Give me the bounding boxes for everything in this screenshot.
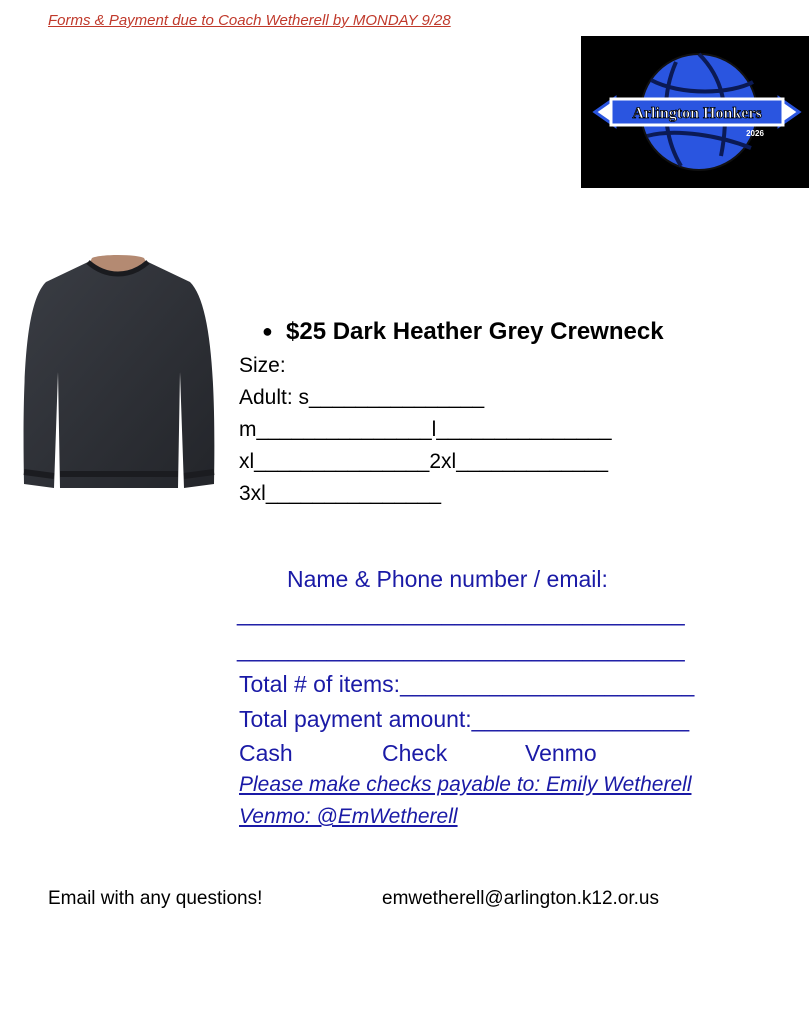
volleyball-icon (581, 36, 809, 188)
payment-method-cash[interactable]: Cash (239, 740, 293, 766)
contact-email[interactable]: emwetherell@arlington.k12.or.us (382, 888, 659, 909)
product-title-text: $25 Dark Heather Grey Crewneck (286, 318, 664, 345)
due-notice: Forms & Payment due to Coach Wetherell by MONDAY 9/28 (48, 12, 451, 29)
checks-payable-note: Please make checks payable to: Emily Wetherell (239, 773, 692, 796)
payment-method-check[interactable]: Check (382, 740, 448, 766)
venmo-handle-note: Venmo: @EmWetherell (239, 805, 458, 828)
crewneck-sweatshirt-image (20, 252, 216, 490)
team-year: 2026 (746, 129, 764, 138)
name-phone-field-1[interactable]: ___________________________________ (237, 600, 685, 626)
medium-large-field[interactable]: m_______________l_______________ (239, 418, 612, 441)
name-phone-field-2[interactable]: ___________________________________ (237, 636, 685, 662)
team-name: Arlington Honkers (632, 105, 762, 122)
product-title (262, 318, 664, 346)
adult-small-field[interactable]: Adult: s_______________ (239, 386, 485, 409)
bullet-icon: ● (262, 321, 273, 341)
contact-label: Email with any questions! (48, 888, 263, 909)
total-payment-field[interactable]: Total payment amount:_________________ (239, 706, 690, 732)
3xl-field[interactable]: 3xl_______________ (239, 482, 442, 505)
sweatshirt-icon (20, 252, 216, 490)
size-label: Size: (239, 354, 286, 377)
payment-method-venmo[interactable]: Venmo (525, 740, 597, 766)
total-items-field[interactable]: Total # of items:_______________________ (239, 671, 695, 697)
name-phone-label: Name & Phone number / email: (287, 566, 608, 592)
team-logo (581, 36, 809, 188)
xl-2xl-field[interactable]: xl_______________2xl_____________ (239, 450, 609, 473)
